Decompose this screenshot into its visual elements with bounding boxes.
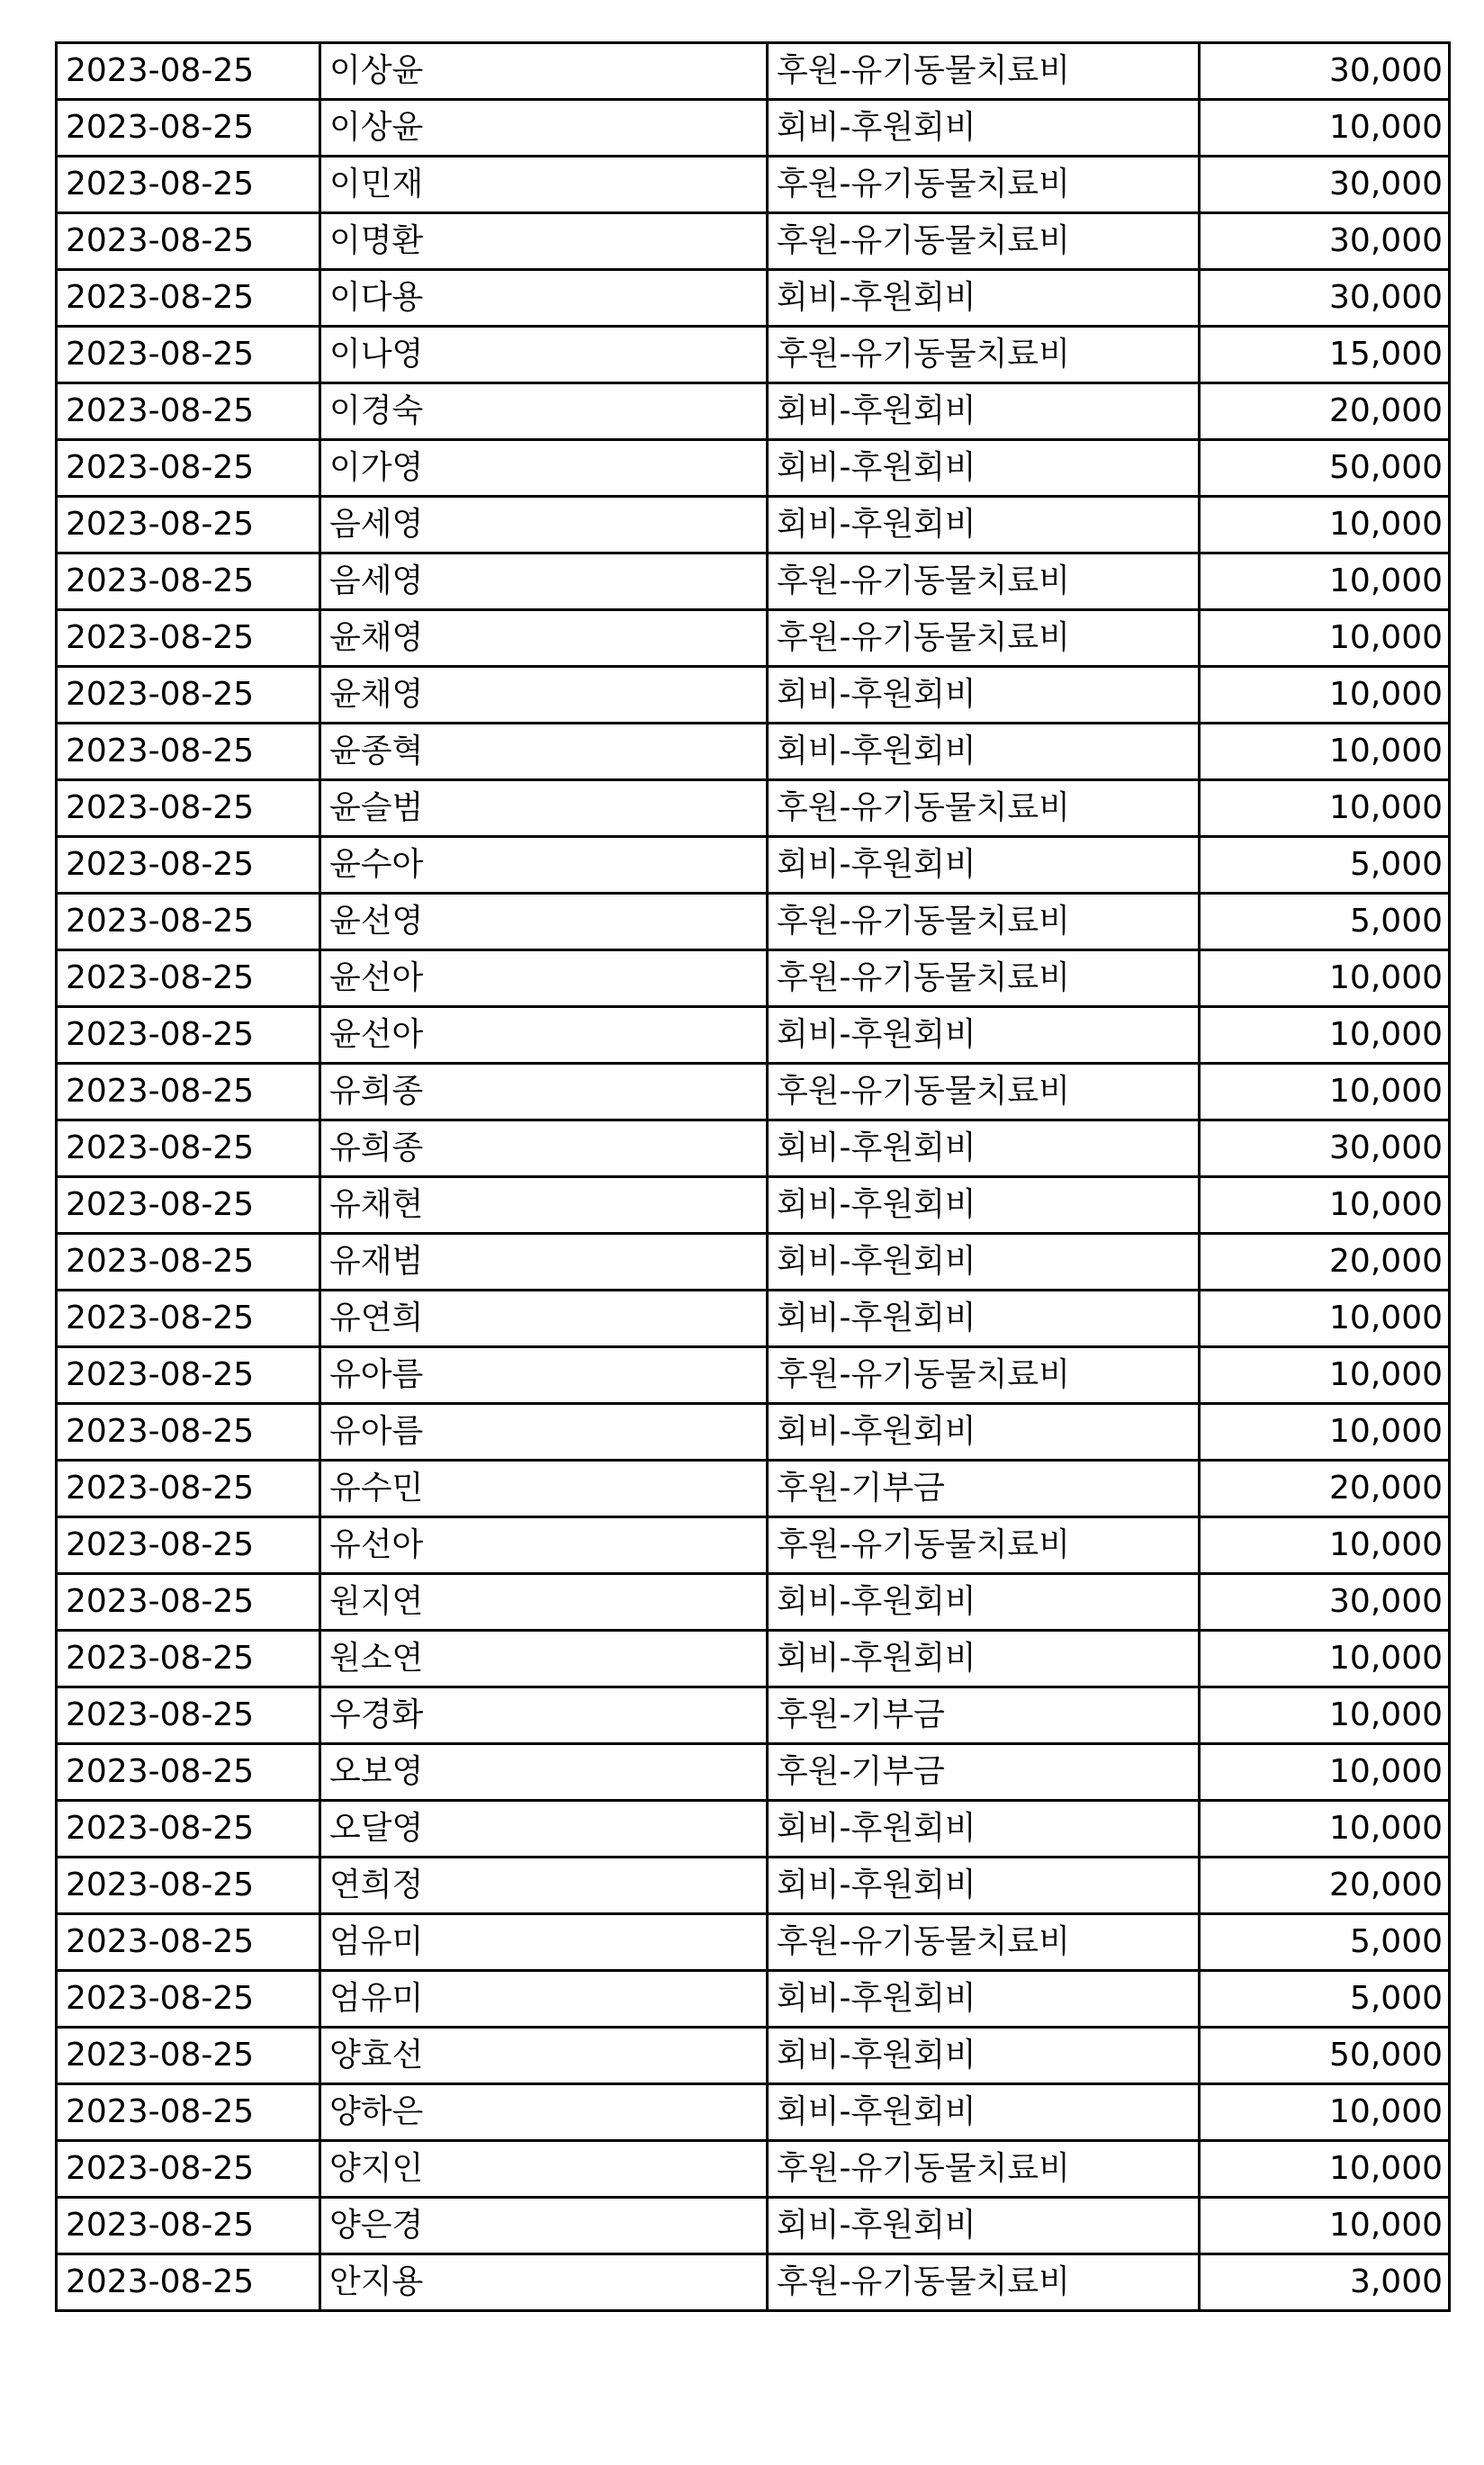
cell-date: 2023-08-25 — [57, 1064, 320, 1120]
cell-amount: 10,000 — [1200, 553, 1450, 610]
table-row — [57, 1801, 1450, 1858]
table-row — [57, 327, 1450, 383]
cell-date: 2023-08-25 — [57, 1404, 320, 1461]
cell-amount: 30,000 — [1200, 43, 1450, 100]
cell-category: 회비-후원회비 — [768, 1007, 1200, 1064]
cell-date: 2023-08-25 — [57, 157, 320, 213]
cell-date: 2023-08-25 — [57, 100, 320, 157]
table-row — [57, 2254, 1450, 2311]
cell-donor-name: 이다용 — [320, 270, 768, 327]
cell-category: 후원-유기동물치료비 — [768, 1517, 1200, 1574]
cell-date: 2023-08-25 — [57, 1177, 320, 1234]
cell-date: 2023-08-25 — [57, 440, 320, 497]
cell-donor-name: 유아름 — [320, 1404, 768, 1461]
cell-category: 회비-후원회비 — [768, 837, 1200, 894]
cell-donor-name: 유희종 — [320, 1120, 768, 1177]
cell-date: 2023-08-25 — [57, 1687, 320, 1744]
cell-amount: 10,000 — [1200, 2198, 1450, 2254]
cell-amount: 10,000 — [1200, 2084, 1450, 2141]
cell-donor-name: 유수민 — [320, 1461, 768, 1517]
cell-donor-name: 우경화 — [320, 1687, 768, 1744]
cell-category: 후원-유기동물치료비 — [768, 327, 1200, 383]
cell-category: 회비-후원회비 — [768, 1801, 1200, 1858]
cell-donor-name: 유아름 — [320, 1347, 768, 1404]
cell-amount: 10,000 — [1200, 1291, 1450, 1347]
table-row — [57, 1914, 1450, 1971]
cell-donor-name: 양하은 — [320, 2084, 768, 2141]
table-row — [57, 553, 1450, 610]
table-row — [57, 497, 1450, 553]
cell-donor-name: 양효선 — [320, 2028, 768, 2084]
cell-date: 2023-08-25 — [57, 1971, 320, 2028]
cell-date: 2023-08-25 — [57, 43, 320, 100]
table-row — [57, 100, 1450, 157]
cell-date: 2023-08-25 — [57, 2254, 320, 2311]
cell-category: 회비-후원회비 — [768, 724, 1200, 780]
table-row — [57, 2198, 1450, 2254]
cell-category: 후원-유기동물치료비 — [768, 43, 1200, 100]
cell-category: 회비-후원회비 — [768, 2198, 1200, 2254]
cell-amount: 10,000 — [1200, 1517, 1450, 1574]
cell-category: 후원-유기동물치료비 — [768, 213, 1200, 270]
cell-amount: 10,000 — [1200, 100, 1450, 157]
cell-date: 2023-08-25 — [57, 1631, 320, 1687]
cell-donor-name: 안지용 — [320, 2254, 768, 2311]
cell-amount: 3,000 — [1200, 2254, 1450, 2311]
cell-amount: 30,000 — [1200, 157, 1450, 213]
cell-donor-name: 윤선아 — [320, 1007, 768, 1064]
cell-date: 2023-08-25 — [57, 2198, 320, 2254]
cell-category: 후원-유기동물치료비 — [768, 157, 1200, 213]
table-row — [57, 2084, 1450, 2141]
cell-donor-name: 윤채영 — [320, 610, 768, 667]
cell-date: 2023-08-25 — [57, 2084, 320, 2141]
cell-donor-name: 이명환 — [320, 213, 768, 270]
cell-donor-name: 이나영 — [320, 327, 768, 383]
table-row — [57, 2141, 1450, 2198]
cell-donor-name: 오달영 — [320, 1801, 768, 1858]
table-row — [57, 213, 1450, 270]
cell-date: 2023-08-25 — [57, 1744, 320, 1801]
cell-amount: 10,000 — [1200, 1007, 1450, 1064]
cell-donor-name: 양은경 — [320, 2198, 768, 2254]
cell-date: 2023-08-25 — [57, 327, 320, 383]
cell-donor-name: 유연희 — [320, 1291, 768, 1347]
cell-date: 2023-08-25 — [57, 837, 320, 894]
cell-date: 2023-08-25 — [57, 1234, 320, 1291]
cell-amount: 5,000 — [1200, 837, 1450, 894]
cell-donor-name: 윤수아 — [320, 837, 768, 894]
cell-amount: 20,000 — [1200, 1234, 1450, 1291]
cell-amount: 10,000 — [1200, 724, 1450, 780]
cell-donor-name: 원소연 — [320, 1631, 768, 1687]
cell-amount: 30,000 — [1200, 1120, 1450, 1177]
cell-category: 회비-후원회비 — [768, 1574, 1200, 1631]
cell-donor-name: 유재범 — [320, 1234, 768, 1291]
cell-amount: 10,000 — [1200, 1631, 1450, 1687]
cell-donor-name: 윤슬범 — [320, 780, 768, 837]
cell-category: 회비-후원회비 — [768, 2084, 1200, 2141]
cell-amount: 10,000 — [1200, 2141, 1450, 2198]
cell-amount: 10,000 — [1200, 780, 1450, 837]
cell-date: 2023-08-25 — [57, 724, 320, 780]
cell-donor-name: 윤채영 — [320, 667, 768, 724]
cell-donor-name: 연희정 — [320, 1858, 768, 1914]
table-row — [57, 1971, 1450, 2028]
cell-date: 2023-08-25 — [57, 2141, 320, 2198]
table-row — [57, 724, 1450, 780]
cell-amount: 30,000 — [1200, 1574, 1450, 1631]
cell-category: 회비-후원회비 — [768, 270, 1200, 327]
cell-date: 2023-08-25 — [57, 2028, 320, 2084]
table-row — [57, 1064, 1450, 1120]
table-row — [57, 1404, 1450, 1461]
cell-category: 후원-유기동물치료비 — [768, 1347, 1200, 1404]
cell-category: 후원-유기동물치료비 — [768, 780, 1200, 837]
ledger-body — [57, 43, 1450, 2311]
cell-category: 회비-후원회비 — [768, 1120, 1200, 1177]
cell-donor-name: 이경숙 — [320, 383, 768, 440]
cell-category: 회비-후원회비 — [768, 1234, 1200, 1291]
cell-amount: 10,000 — [1200, 497, 1450, 553]
cell-category: 후원-유기동물치료비 — [768, 1064, 1200, 1120]
cell-category: 후원-기부금 — [768, 1461, 1200, 1517]
cell-donor-name: 이상윤 — [320, 43, 768, 100]
cell-category: 후원-유기동물치료비 — [768, 2141, 1200, 2198]
table-row — [57, 1007, 1450, 1064]
table-row — [57, 837, 1450, 894]
cell-category: 회비-후원회비 — [768, 440, 1200, 497]
table-row — [57, 950, 1450, 1007]
cell-category: 회비-후원회비 — [768, 383, 1200, 440]
table-row — [57, 1177, 1450, 1234]
cell-amount: 20,000 — [1200, 1461, 1450, 1517]
cell-date: 2023-08-25 — [57, 1801, 320, 1858]
table-row — [57, 2028, 1450, 2084]
table-row — [57, 1347, 1450, 1404]
cell-date: 2023-08-25 — [57, 1914, 320, 1971]
cell-date: 2023-08-25 — [57, 610, 320, 667]
cell-category: 회비-후원회비 — [768, 100, 1200, 157]
cell-category: 후원-유기동물치료비 — [768, 610, 1200, 667]
cell-donor-name: 윤종혁 — [320, 724, 768, 780]
donation-ledger-table — [55, 41, 1451, 2312]
cell-amount: 10,000 — [1200, 1177, 1450, 1234]
cell-date: 2023-08-25 — [57, 270, 320, 327]
cell-date: 2023-08-25 — [57, 1858, 320, 1914]
cell-donor-name: 이민재 — [320, 157, 768, 213]
table-row — [57, 1120, 1450, 1177]
cell-category: 회비-후원회비 — [768, 1177, 1200, 1234]
cell-date: 2023-08-25 — [57, 667, 320, 724]
table-row — [57, 1461, 1450, 1517]
cell-date: 2023-08-25 — [57, 780, 320, 837]
cell-category: 회비-후원회비 — [768, 1291, 1200, 1347]
cell-amount: 10,000 — [1200, 1064, 1450, 1120]
table-row — [57, 1687, 1450, 1744]
cell-donor-name: 원지연 — [320, 1574, 768, 1631]
table-row — [57, 1744, 1450, 1801]
cell-donor-name: 윤선영 — [320, 894, 768, 950]
cell-category: 회비-후원회비 — [768, 667, 1200, 724]
table-row — [57, 894, 1450, 950]
cell-amount: 20,000 — [1200, 1858, 1450, 1914]
cell-date: 2023-08-25 — [57, 1574, 320, 1631]
cell-category: 후원-유기동물치료비 — [768, 950, 1200, 1007]
table-row — [57, 1517, 1450, 1574]
cell-amount: 10,000 — [1200, 1687, 1450, 1744]
cell-amount: 10,000 — [1200, 1347, 1450, 1404]
cell-category: 회비-후원회비 — [768, 1971, 1200, 2028]
table-row — [57, 157, 1450, 213]
cell-category: 후원-유기동물치료비 — [768, 1914, 1200, 1971]
table-row — [57, 440, 1450, 497]
table-row — [57, 1234, 1450, 1291]
cell-amount: 10,000 — [1200, 950, 1450, 1007]
cell-date: 2023-08-25 — [57, 1120, 320, 1177]
cell-amount: 10,000 — [1200, 667, 1450, 724]
cell-amount: 5,000 — [1200, 1971, 1450, 2028]
cell-amount: 5,000 — [1200, 1914, 1450, 1971]
cell-amount: 20,000 — [1200, 383, 1450, 440]
cell-amount: 10,000 — [1200, 1404, 1450, 1461]
cell-amount: 10,000 — [1200, 1744, 1450, 1801]
cell-category: 후원-기부금 — [768, 1687, 1200, 1744]
cell-amount: 30,000 — [1200, 270, 1450, 327]
cell-amount: 15,000 — [1200, 327, 1450, 383]
cell-category: 회비-후원회비 — [768, 1404, 1200, 1461]
cell-category: 회비-후원회비 — [768, 1858, 1200, 1914]
cell-date: 2023-08-25 — [57, 213, 320, 270]
cell-donor-name: 유희종 — [320, 1064, 768, 1120]
cell-date: 2023-08-25 — [57, 1461, 320, 1517]
cell-donor-name: 이가영 — [320, 440, 768, 497]
cell-category: 회비-후원회비 — [768, 497, 1200, 553]
cell-donor-name: 양지인 — [320, 2141, 768, 2198]
cell-amount: 50,000 — [1200, 440, 1450, 497]
cell-date: 2023-08-25 — [57, 1347, 320, 1404]
cell-date: 2023-08-25 — [57, 894, 320, 950]
table-row — [57, 43, 1450, 100]
cell-date: 2023-08-25 — [57, 497, 320, 553]
cell-amount: 10,000 — [1200, 1801, 1450, 1858]
cell-amount: 5,000 — [1200, 894, 1450, 950]
cell-date: 2023-08-25 — [57, 553, 320, 610]
cell-date: 2023-08-25 — [57, 1517, 320, 1574]
cell-date: 2023-08-25 — [57, 950, 320, 1007]
cell-date: 2023-08-25 — [57, 383, 320, 440]
cell-donor-name: 음세영 — [320, 497, 768, 553]
cell-category: 후원-유기동물치료비 — [768, 2254, 1200, 2311]
cell-category: 후원-기부금 — [768, 1744, 1200, 1801]
cell-date: 2023-08-25 — [57, 1291, 320, 1347]
table-row — [57, 270, 1450, 327]
table-row — [57, 1574, 1450, 1631]
table-row — [57, 383, 1450, 440]
cell-amount: 30,000 — [1200, 213, 1450, 270]
table-row — [57, 667, 1450, 724]
cell-donor-name: 이상윤 — [320, 100, 768, 157]
cell-category: 후원-유기동물치료비 — [768, 553, 1200, 610]
cell-donor-name: 엄유미 — [320, 1971, 768, 2028]
cell-amount: 10,000 — [1200, 610, 1450, 667]
cell-category: 회비-후원회비 — [768, 2028, 1200, 2084]
table-row — [57, 1631, 1450, 1687]
cell-donor-name: 유선아 — [320, 1517, 768, 1574]
cell-donor-name: 윤선아 — [320, 950, 768, 1007]
table-row — [57, 610, 1450, 667]
cell-category: 회비-후원회비 — [768, 1631, 1200, 1687]
cell-donor-name: 유채현 — [320, 1177, 768, 1234]
cell-category: 후원-유기동물치료비 — [768, 894, 1200, 950]
table-row — [57, 1291, 1450, 1347]
cell-donor-name: 음세영 — [320, 553, 768, 610]
cell-amount: 50,000 — [1200, 2028, 1450, 2084]
cell-donor-name: 오보영 — [320, 1744, 768, 1801]
table-row — [57, 1858, 1450, 1914]
cell-date: 2023-08-25 — [57, 1007, 320, 1064]
table-row — [57, 780, 1450, 837]
cell-donor-name: 엄유미 — [320, 1914, 768, 1971]
